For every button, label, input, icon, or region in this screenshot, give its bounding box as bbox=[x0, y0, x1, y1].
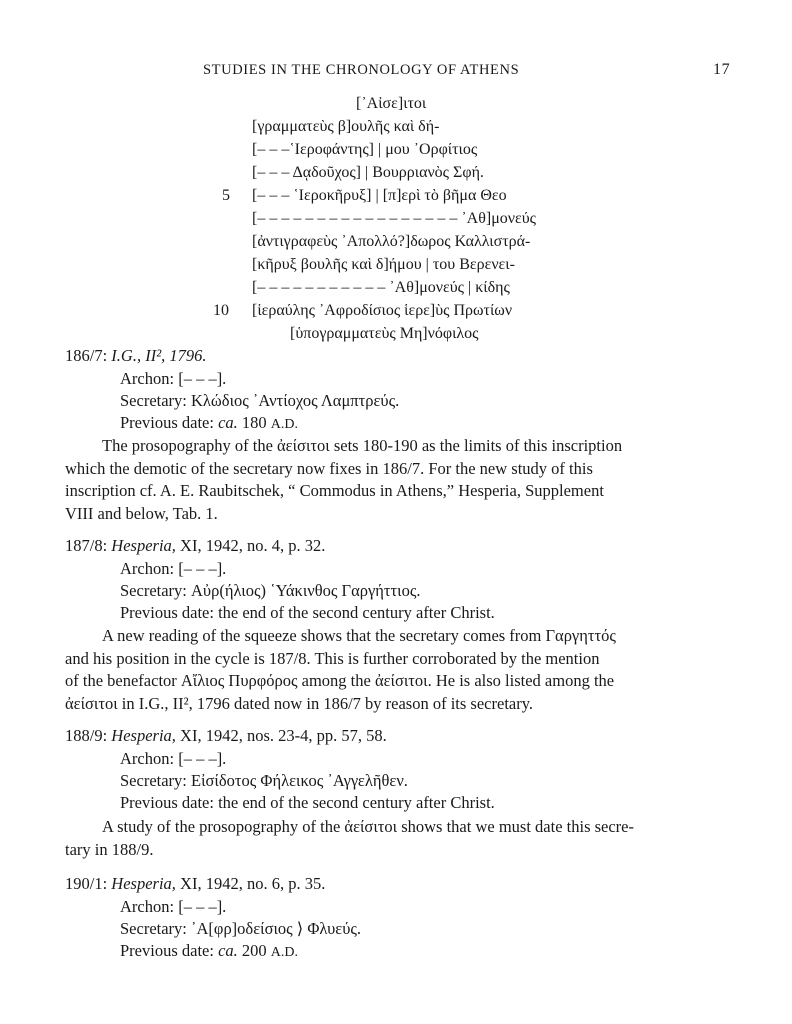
entry-source-ref: XI, 1942, no. 6, p. 35. bbox=[180, 874, 326, 893]
inscription-line: [᾽Αἰσε]ιτοι bbox=[356, 95, 427, 112]
entry-heading bbox=[65, 536, 325, 556]
entry-paragraph bbox=[65, 816, 729, 861]
paragraph-line: of the benefactor Αἴλιος Πυρφόρος among the ἀείσιτοι. He is also listed among the bbox=[65, 671, 615, 690]
archon-line: Archon: [– – –]. bbox=[120, 369, 227, 388]
entry-source-journal: Hesperia, bbox=[111, 536, 176, 555]
previous-date-value: 200 bbox=[241, 941, 267, 960]
secretary-line bbox=[120, 919, 361, 939]
era-label: A.D. bbox=[270, 417, 299, 432]
secretary-label: Secretary: bbox=[120, 919, 187, 938]
entry-year: 188/9: bbox=[65, 726, 108, 745]
previous-date-label: Previous date: bbox=[120, 941, 214, 960]
paragraph-line: which the demotic of the secretary now fixes in 186/7. For the new study of this bbox=[65, 458, 593, 478]
entry-year: 186/7: bbox=[65, 346, 108, 365]
archon-line: Archon: [– – –]. bbox=[120, 749, 227, 768]
paragraph-line: A new reading of the squeeze shows that the secretary comes from Γαργηττός bbox=[102, 626, 616, 645]
entry-paragraph bbox=[65, 625, 729, 715]
entry-paragraph bbox=[65, 435, 729, 525]
entry-source-journal: Hesperia, bbox=[111, 726, 176, 745]
secretary-name: Κλώδιος ᾽Αντίοχος Λαμπτρεύς. bbox=[191, 391, 400, 410]
inscription-line: [ἀντιγραφεὺς ᾽Απολλό?]δωρος Καλλιστρά- bbox=[252, 233, 531, 250]
entry-source-ref: XI, 1942, no. 4, p. 32. bbox=[180, 536, 326, 555]
previous-date-value: 180 bbox=[241, 413, 267, 432]
inscription-line: [κῆρυξ βουλῆς καὶ δ]ήμου | του Βερενει- bbox=[252, 256, 515, 273]
inscription-line: [– – – – – – – – – – – ᾽Αθ]μονεύς | κίδης bbox=[252, 279, 510, 296]
running-title: STUDIES IN THE CHRONOLOGY OF ATHENS bbox=[203, 62, 520, 78]
inscription-line: [– – – – – – – – – – – – – – – – – ᾽Αθ]μονεύς bbox=[252, 210, 536, 227]
paragraph-line: A study of the prosopography of the ἀείσιτοι shows that we must date this secre- bbox=[102, 817, 634, 836]
previous-date-line bbox=[120, 941, 298, 961]
secretary-label: Secretary: bbox=[120, 391, 187, 410]
previous-date-line: Previous date: the end of the second century after Christ. bbox=[120, 793, 495, 812]
paragraph-line: and his position in the cycle is 187/8. This is further corroborated by the mention bbox=[65, 648, 600, 668]
paragraph-line: inscription cf. A. E. Raubitschek, “ Commodus in Athens,” Hesperia, Supplement bbox=[65, 481, 604, 500]
entry-heading bbox=[65, 346, 207, 366]
entry-heading bbox=[65, 874, 325, 894]
entry-source-journal: Hesperia, bbox=[111, 874, 176, 893]
entry-source: I.G., II², 1796. bbox=[111, 346, 207, 365]
inscription-line: [– – – ῾Ιεροκῆρυξ] | [π]ερὶ τὸ βῆμα Θεο bbox=[252, 187, 507, 204]
previous-date-label: Previous date: bbox=[120, 413, 214, 432]
paragraph-line: tary in 188/9. bbox=[65, 839, 154, 859]
secretary-name: ᾽Α[φρ]οδείσιος ⟩ Φλυεύς. bbox=[191, 919, 362, 938]
inscription-line: [– – – Δᾳδοῦχος] | Βουρριανὸς Σφή. bbox=[252, 164, 484, 181]
page-number: 17 bbox=[713, 61, 731, 78]
inscription-line: [ἱεραύλης ᾽Αφροδίσιος ἱερε]ὺς Πρωτίων bbox=[252, 302, 513, 319]
paragraph-line: VIII and below, Tab. 1. bbox=[65, 503, 218, 523]
secretary-name: Εἰσίδοτος Φήλεικος ᾽Αγγελῆθεν. bbox=[191, 771, 408, 790]
running-head bbox=[0, 62, 792, 84]
previous-date-line bbox=[120, 413, 298, 433]
line-number: 5 bbox=[222, 187, 230, 204]
entry-year: 187/8: bbox=[65, 536, 108, 555]
secretary-line bbox=[120, 771, 408, 791]
circa-label: ca. bbox=[218, 413, 238, 432]
secretary-label: Secretary: bbox=[120, 581, 187, 600]
inscription-line: [γραμματεὺς β]ουλῆς καὶ δή- bbox=[252, 118, 440, 135]
entry-source-ref: XI, 1942, nos. 23-4, pp. 57, 58. bbox=[180, 726, 387, 745]
secretary-label: Secretary: bbox=[120, 771, 187, 790]
secretary-line bbox=[120, 581, 420, 601]
inscription-line: [ὑπογραμματεὺς Μη]νόφιλος bbox=[290, 325, 479, 342]
circa-label: ca. bbox=[218, 941, 238, 960]
previous-date-line: Previous date: the end of the second century after Christ. bbox=[120, 603, 495, 622]
paragraph-line: The prosopography of the ἀείσιτοι sets 180-190 as the limits of this inscription bbox=[102, 436, 623, 455]
era-label: A.D. bbox=[270, 945, 299, 960]
entry-year: 190/1: bbox=[65, 874, 108, 893]
secretary-line bbox=[120, 391, 399, 411]
line-number: 10 bbox=[213, 302, 229, 319]
paragraph-line: ἀείσιτοι in I.G., II², 1796 dated now in 186/7 by reason of its secretary. bbox=[65, 693, 534, 713]
archon-line: Archon: [– – –]. bbox=[120, 897, 227, 916]
secretary-name: Αὐρ(ήλιος) ῾Υάκινθος Γαργήττιος. bbox=[191, 581, 421, 600]
entry-heading bbox=[65, 726, 387, 746]
inscription-line: [– – –῾Ιεροφάντης] | μου ᾽Ορφίτιος bbox=[252, 141, 478, 158]
archon-line: Archon: [– – –]. bbox=[120, 559, 227, 578]
